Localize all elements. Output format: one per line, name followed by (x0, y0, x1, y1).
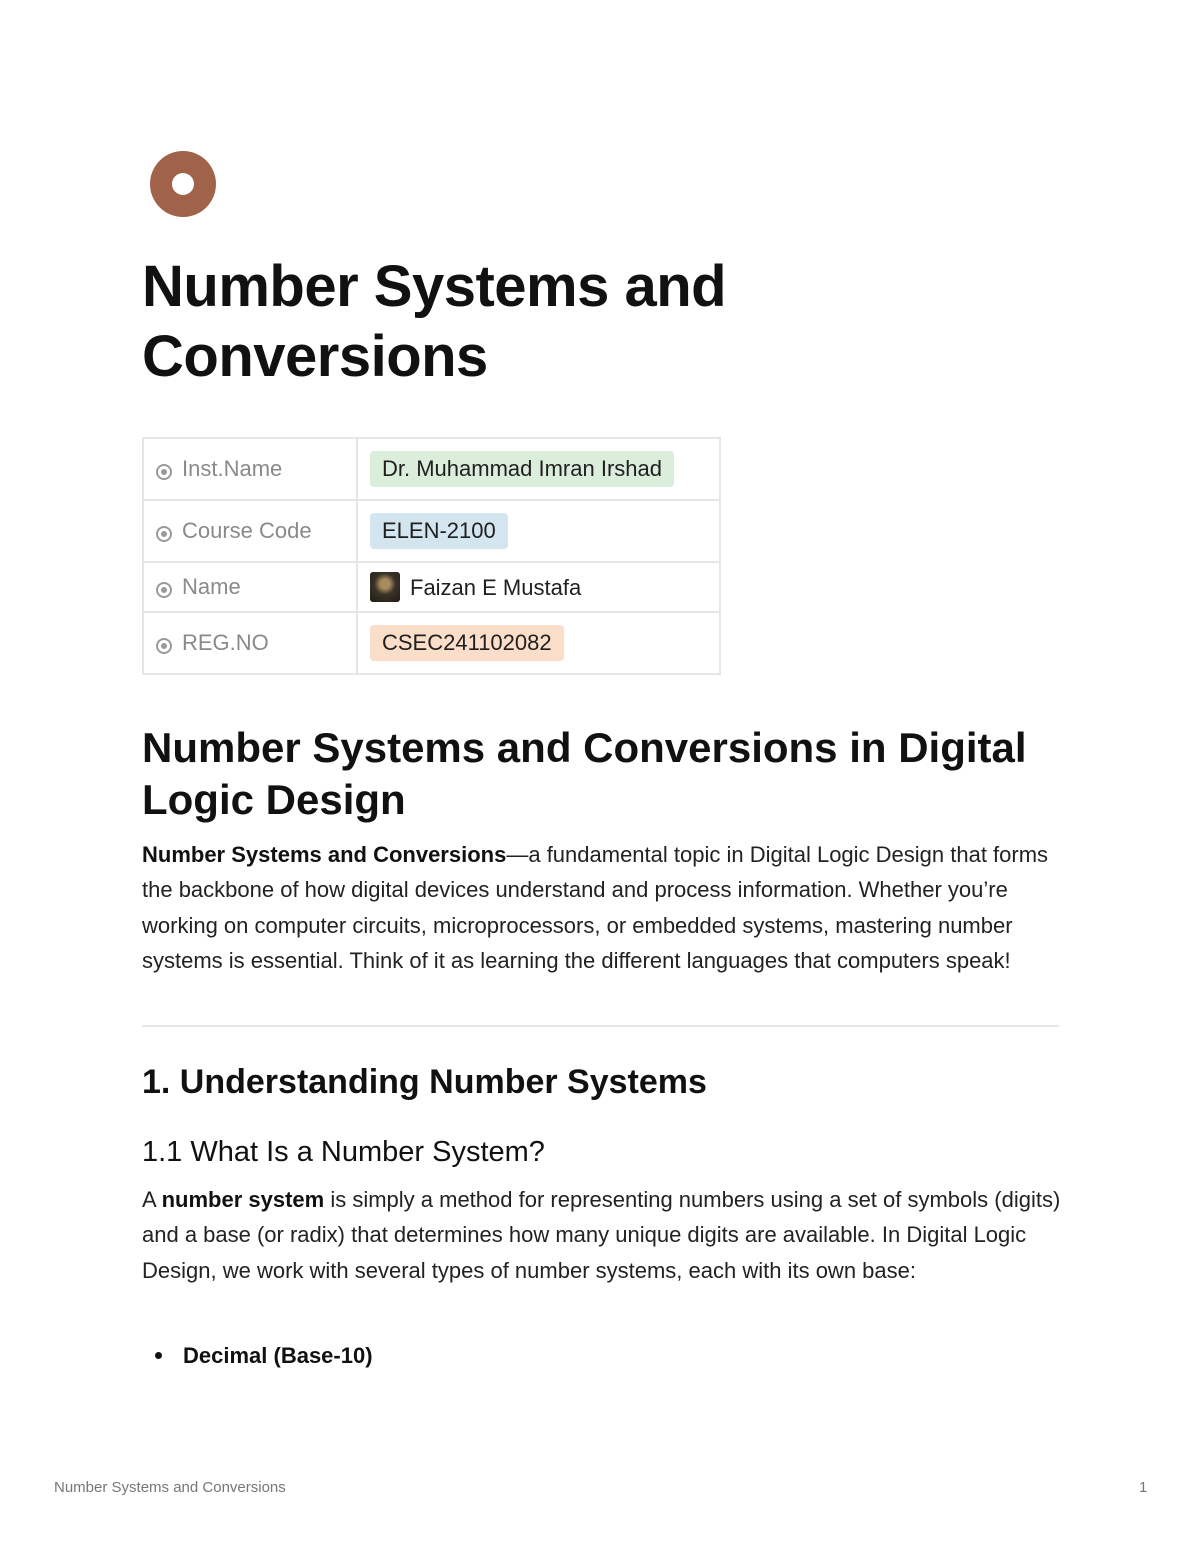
para-prefix: A (142, 1187, 162, 1212)
intro-paragraph (142, 837, 1072, 979)
page-title-line1: Number Systems and (142, 254, 727, 319)
page-icon (150, 151, 216, 217)
list-item (155, 1340, 373, 1372)
property-value[interactable] (357, 500, 720, 562)
heading-line1: Number Systems and Conversions in Digital (142, 724, 1027, 771)
avatar (370, 572, 400, 602)
property-type-icon (156, 526, 172, 542)
property-key (143, 562, 357, 612)
property-row-inst-name (143, 438, 720, 500)
footer-page-number: 1 (1139, 1479, 1148, 1496)
page-title (142, 252, 842, 392)
reg-no-tag[interactable]: CSEC241102082 (370, 625, 564, 661)
inst-name-tag[interactable]: Dr. Muhammad Imran Irshad (370, 451, 674, 487)
property-row-course-code (143, 500, 720, 562)
list-item-text: Decimal (Base-10) (183, 1343, 373, 1368)
property-type-icon (156, 638, 172, 654)
footer-doc-title: Number Systems and Conversions (54, 1479, 286, 1496)
property-key-label: Inst.Name (182, 456, 283, 481)
para-bold: number system (161, 1187, 325, 1212)
property-row-name (143, 562, 720, 612)
intro-text: —a fundamental topic in Digital Logic Design that forms the backbone of how digital devices understand and process information. Whether you’re working on computer circuits, microprocessors, or embedded systems, mastering number systems is essential. Think of it as learning the different languages that computers speak! (142, 842, 1049, 974)
heading-line2: Logic Design (142, 776, 406, 823)
property-key (143, 612, 357, 674)
properties-table (142, 437, 721, 675)
section-heading: 1. Understanding Number Systems (142, 1063, 707, 1101)
subsection-heading: 1.1 What Is a Number System? (142, 1136, 545, 1168)
property-key (143, 438, 357, 500)
property-value[interactable] (357, 612, 720, 674)
property-type-icon (156, 582, 172, 598)
property-row-reg-no (143, 612, 720, 674)
bullet-icon (155, 1352, 162, 1359)
intro-bold: Number Systems and Conversions (142, 842, 507, 867)
para-text: is simply a method for representing numbers using a set of symbols (digits) and a base (or radix) that determines how many unique digits are available. In Digital Logic Design, we work with several types of number systems, each with its own base: (142, 1187, 1061, 1283)
property-key-label: Course Code (182, 518, 312, 543)
property-value[interactable] (357, 438, 720, 500)
person-name[interactable]: Faizan E Mustafa (410, 575, 582, 600)
property-key-label: Name (182, 574, 241, 599)
course-code-tag[interactable]: ELEN-2100 (370, 513, 508, 549)
number-system-paragraph (142, 1182, 1072, 1288)
divider (142, 1025, 1059, 1027)
heading-number-systems-digital-logic (142, 722, 1082, 826)
property-type-icon (156, 464, 172, 480)
property-value[interactable] (357, 562, 720, 612)
property-key-label: REG.NO (182, 630, 269, 655)
property-key (143, 500, 357, 562)
page-title-line2: Conversions (142, 324, 488, 389)
